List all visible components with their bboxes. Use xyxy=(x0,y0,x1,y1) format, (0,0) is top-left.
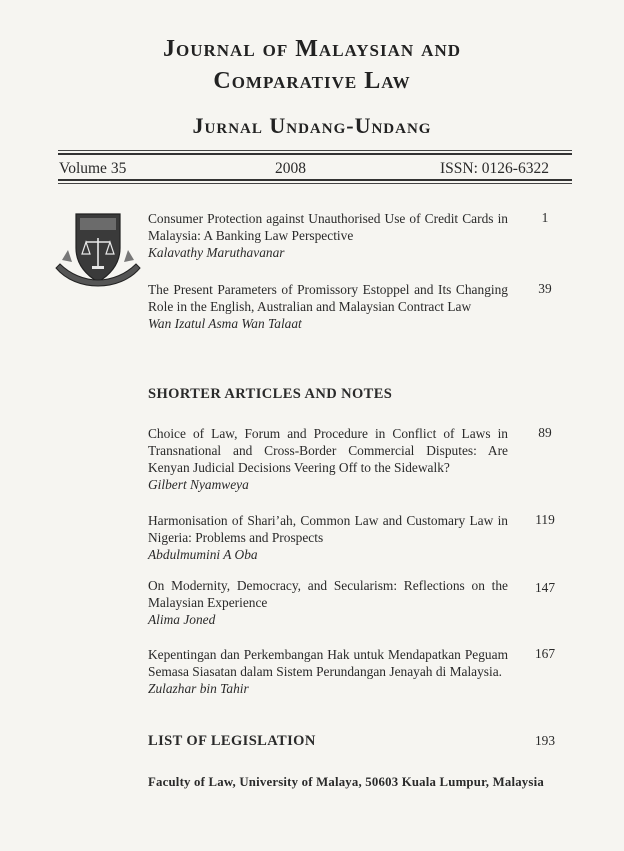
page-number: 39 xyxy=(538,281,552,296)
article-title: Choice of Law, Forum and Procedure in Conflict of Laws in Transnational and Cross-Border Commercial Disputes: Are Kenyan Judicial Decisions Veering Off to the Sidewalk? xyxy=(148,426,508,475)
article-entry xyxy=(148,646,508,697)
year-label: 2008 xyxy=(275,160,306,177)
volume-label: Volume 35 xyxy=(59,160,127,177)
page-number: 167 xyxy=(534,646,556,661)
article-title: The Present Parameters of Promissory Estoppel and Its Changing Role in the English, Australian and Malaysian Contract Law xyxy=(148,282,508,314)
article-title: On Modernity, Democracy, and Secularism: Reflections on the Malaysian Experience xyxy=(148,578,508,610)
article-author: Gilbert Nyamweya xyxy=(148,477,249,492)
university-crest-icon xyxy=(52,210,144,290)
bottom-rule-thick xyxy=(58,179,572,181)
bottom-rule-thin xyxy=(58,183,572,184)
top-rule-thick xyxy=(58,153,572,155)
article-entry xyxy=(148,577,508,628)
journal-title-line-1: Journal of Malaysian and xyxy=(163,36,461,62)
page-number: 89 xyxy=(538,425,552,440)
journal-title-line-2: Comparative Law xyxy=(213,68,411,94)
page-number: 1 xyxy=(541,210,549,225)
section-heading-legislation: LIST OF LEGISLATION xyxy=(148,733,316,749)
article-title: Consumer Protection against Unauthorised Use of Credit Cards in Malaysia: A Banking Law Perspective xyxy=(148,211,508,243)
article-title: Kepentingan dan Perkembangan Hak untuk Mendapatkan Peguam Semasa Siasatan dalam Sistem Perundangan Jenayah di Malaysia. xyxy=(148,647,508,679)
article-author: Alima Joned xyxy=(148,612,216,627)
article-author: Abdulmumini A Oba xyxy=(148,547,258,562)
issn-label: ISSN: 0126-6322 xyxy=(440,160,549,177)
article-entry xyxy=(148,210,508,261)
section-heading-shorter-articles: SHORTER ARTICLES AND NOTES xyxy=(148,386,393,402)
journal-subtitle: Jurnal Undang-Undang xyxy=(192,113,432,138)
top-rule-thin xyxy=(58,150,572,151)
page-number: 147 xyxy=(534,580,556,595)
article-author: Wan Izatul Asma Wan Talaat xyxy=(148,316,302,331)
article-title: Harmonisation of Shari’ah, Common Law and Customary Law in Nigeria: Problems and Prospects xyxy=(148,513,508,545)
article-author: Zulazhar bin Tahir xyxy=(148,681,249,696)
page-number: 193 xyxy=(534,733,556,748)
article-entry xyxy=(148,281,508,332)
article-entry xyxy=(148,512,508,563)
publisher-footer: Faculty of Law, University of Malaya, 50603 Kuala Lumpur, Malaysia xyxy=(148,775,544,789)
article-entry xyxy=(148,425,508,493)
article-author: Kalavathy Maruthavanar xyxy=(148,245,285,260)
page-number: 119 xyxy=(535,512,555,527)
